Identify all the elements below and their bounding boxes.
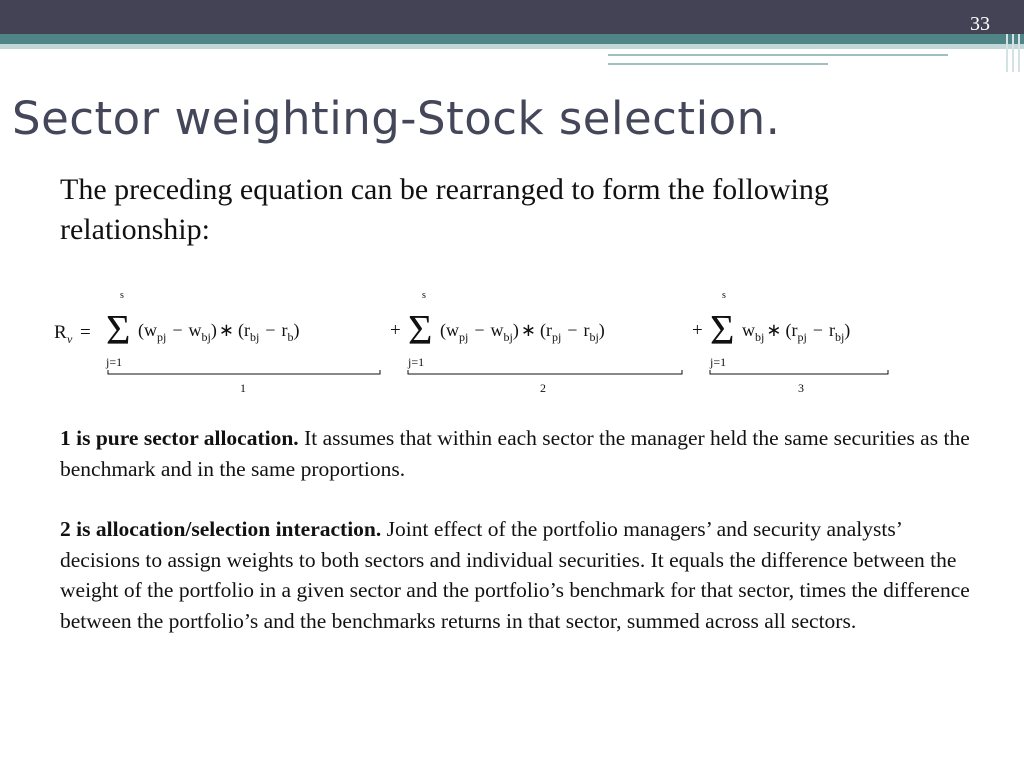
decorative-line <box>608 63 828 65</box>
equation-equals: = <box>80 322 91 343</box>
sum-lower-limit: j=1 <box>710 355 727 369</box>
paragraph-lead: 1 is pure sector allocation. <box>60 426 299 450</box>
sum-upper-limit: s <box>422 290 426 301</box>
explanation-paragraph-1 <box>60 423 980 484</box>
equation-lhs-subscript: v <box>67 332 73 346</box>
slide-number: 33 <box>970 13 990 35</box>
term1-underbrace <box>108 370 380 374</box>
decorative-bar <box>1018 34 1020 72</box>
attribution-equation <box>50 288 910 400</box>
explanation-paragraph-2 <box>60 514 980 636</box>
header-band <box>0 0 1024 34</box>
decorative-line <box>608 54 948 56</box>
term1-expression: $(w_{pj} - w_{bj})$ ∗ $(r_{bj} - r_b)$ <box>138 320 300 344</box>
sum-symbol: Σ <box>106 308 131 354</box>
term1-label: 1 <box>240 381 246 395</box>
term3-underbrace <box>710 370 888 374</box>
sum-upper-limit: s <box>722 290 726 301</box>
intro-text: The preceding equation can be rearranged to form the following relationship: <box>60 173 829 246</box>
sum-symbol: Σ <box>408 308 433 354</box>
term2-underbrace <box>408 370 682 374</box>
sum-lower-limit: j=1 <box>106 355 123 369</box>
term3-label: 3 <box>798 381 804 395</box>
term3-expression: $w_{bj}$ ∗ $(r_{pj} - r_{bj})$ <box>742 320 851 344</box>
accent-stripe-light <box>0 44 1024 49</box>
decorative-bar <box>1006 34 1008 72</box>
paragraph-text: It assumes that within each sector the manager held the same securities as the benchmark and in the same proportions. <box>60 426 970 481</box>
accent-stripe <box>0 34 1024 44</box>
equation-lhs: R <box>54 322 67 343</box>
plus-sign: + <box>390 320 401 341</box>
term2-expression: $(w_{pj} - w_{bj})$ ∗ $(r_{pj} - r_{bj})$ <box>440 320 605 344</box>
sum-symbol: Σ <box>710 308 735 354</box>
term2-label: 2 <box>540 381 546 395</box>
slide-title: Sector weighting-Stock selection. <box>12 92 781 145</box>
decorative-bar <box>1012 34 1014 72</box>
sum-upper-limit: s <box>120 290 124 301</box>
paragraph-lead: 2 is allocation/selection interaction. <box>60 517 382 541</box>
paragraph-text: Joint effect of the portfolio managers’ and security analysts’ decisions to assign weights to both sectors and individual securities. It equals the difference between the weight of the portfolio in a given sector and the portfolio’s benchmark for that sector, times the difference between the portfolio’s and the benchmarks returns in that sector, summed across all sectors. <box>60 517 970 633</box>
plus-sign: + <box>692 320 703 341</box>
sum-lower-limit: j=1 <box>408 355 425 369</box>
